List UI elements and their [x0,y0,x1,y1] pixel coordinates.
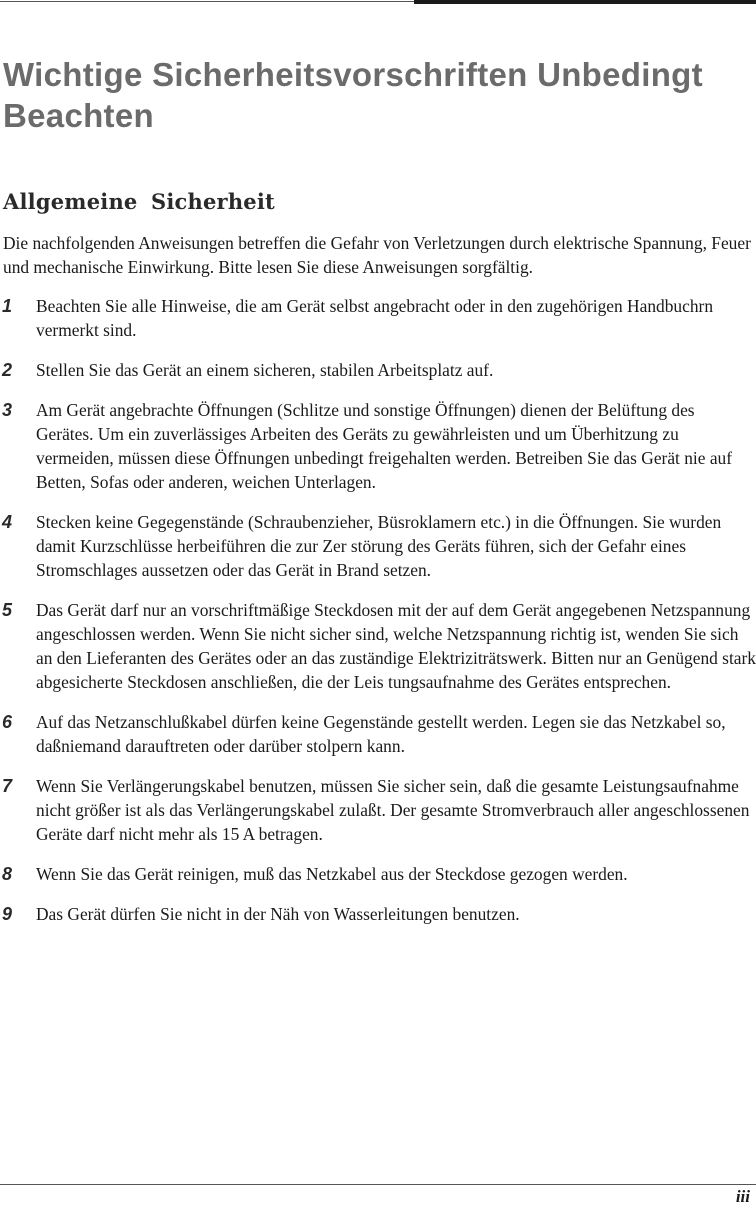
list-item [0,902,756,926]
list-item [0,398,756,494]
item-number: 6 [2,712,13,732]
item-number: 2 [2,360,13,380]
safety-instructions-list [0,294,756,942]
list-item [0,510,756,582]
item-text: Wenn Sie Verlängerungskabel benutzen, müssen Sie sicher sein, daß die gesamte Leistungsaufnahme nicht größer ist als das Verlängerungskabel zulaßt. Der gesamte Stromverbrauch aller angeschlossenen Geräte darf nicht mehr als 15 A betragen. [36,776,750,844]
intro-paragraph: Die nachfolgenden Anweisungen betreffen die Gefahr von Verletzungen durch elektrische Spannung, Feuer und mechanische Einwirkung. Bitte lesen Sie diese Anweisungen sorgfältig. [3,233,751,277]
footer-rule [0,1184,756,1185]
list-item [0,862,756,886]
item-text: Auf das Netzanschlußkabel dürfen keine Gegenstände gestellt werden. Legen sie das Netzkabel so, daßniemand darauftreten oder darüber stolpern kann. [36,712,726,756]
item-number: 3 [2,400,13,420]
section-heading: Allgemeine Sicherheit [3,189,275,214]
list-item [0,294,756,342]
item-number: 5 [2,600,13,620]
item-text: Das Gerät darf nur an vorschriftmäßige Steckdosen mit der auf dem Gerät angegebenen Netzspannung angeschlossen werden. Wenn Sie nicht sicher sind, welche Netzspannung richtig ist, wenden Sie sich an den Lieferanten des Gerätes oder an das zuständige Elektriziträtswerk. Bitten nur an Genügend stark abgesicherte Steckdosen anschließen, die der Leis tungsaufnahme des Gerätes entsprechen. [36,600,756,692]
list-item [0,710,756,758]
list-item [0,774,756,846]
item-text: Stellen Sie das Gerät an einem sicheren, stabilen Arbeitsplatz auf. [36,360,494,380]
header-rule-left [0,1,414,2]
item-text: Das Gerät dürfen Sie nicht in der Näh von Wasserleitungen benutzen. [36,904,520,924]
item-number: 1 [2,296,13,316]
item-number: 9 [2,904,13,924]
item-text: Beachten Sie alle Hinweise, die am Gerät selbst angebracht oder in den zugehörigen Handbuchrn vermerkt sind. [36,296,714,340]
list-item [0,358,756,382]
item-number: 7 [2,776,13,796]
header-rule-right [414,0,756,4]
item-number: 4 [2,512,13,532]
page-number: iii [735,1187,750,1206]
list-item [0,598,756,694]
item-text: Am Gerät angebrachte Öffnungen (Schlitze und sonstige Öffnungen) dienen der Belüftung des Gerätes. Um ein zuverlässiges Arbeiten des Geräts zu gewährleisten und um Überhitzung zu vermeiden, müssen diese Öffnungen unbedingt freigehalten werden. Betreiben Sie das Gerät nie auf Betten, Sofas oder anderen, weichen Unterlagen. [36,400,733,492]
item-text: Stecken keine Gegegenstände (Schraubenzieher, Büsroklamern etc.) in die Öffnungen. Sie wurden damit Kurzschlüsse herbeiführen die zur Zer störung des Geräts führen, sich der Gefahr eines Stromschlages aussetzen oder das Gerät in Brand setzen. [36,512,722,580]
page-title: Wichtige Sicherheitsvorschriften Unbedingt Beachten [3,56,703,134]
item-number: 8 [2,864,13,884]
item-text: Wenn Sie das Gerät reinigen, muß das Netzkabel aus der Steckdose gezogen werden. [36,864,628,884]
